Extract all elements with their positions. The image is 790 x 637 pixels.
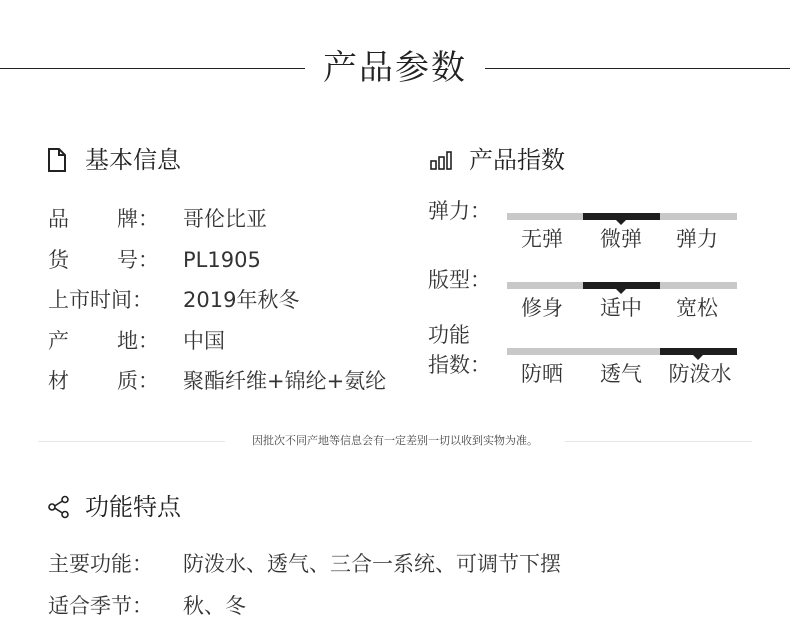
- index-bar: [507, 282, 737, 289]
- index-option: 修身: [521, 296, 563, 320]
- index-bar-segment-active: [583, 282, 660, 289]
- index-label: 指数：: [428, 353, 491, 377]
- index-option-selected: 微弹: [600, 227, 642, 251]
- index-option: 无弹: [521, 227, 563, 251]
- index-bar-segment: [660, 213, 737, 220]
- index-bar-segment: [507, 213, 583, 220]
- index-bar: [507, 213, 737, 220]
- index-label: 弹力：: [428, 199, 491, 223]
- index-option: 弹力: [676, 227, 718, 251]
- index-bar-segment: [507, 282, 583, 289]
- index-option: 防晒: [521, 362, 563, 386]
- info-value: 哥伦比亚: [183, 207, 267, 231]
- index-bar-segment-active: [583, 213, 660, 220]
- info-label: 品: [48, 207, 69, 231]
- document-icon: [47, 148, 67, 176]
- disclaimer-note: 因批次不同产地等信息会有一定差别一切以收到实物为准。: [225, 432, 565, 450]
- feature-label: 主要功能：: [48, 552, 153, 576]
- title-rule-left: [0, 68, 305, 69]
- index-bar-segment: [660, 282, 737, 289]
- info-value: 中国: [183, 329, 225, 353]
- index-bar-segment: [583, 348, 660, 355]
- info-label: ：: [138, 207, 159, 231]
- info-value: 聚酯纤维+锦纶+氨纶: [183, 369, 387, 393]
- info-label: ：: [138, 329, 159, 353]
- features-title: 功能特点: [85, 493, 181, 521]
- info-label: 产: [48, 329, 69, 353]
- info-label: 上市时间：: [48, 288, 153, 312]
- feature-value: 防泼水、透气、三合一系统、可调节下摆: [183, 552, 561, 576]
- info-value: 2019年秋冬: [183, 288, 300, 312]
- index-bar: [507, 348, 737, 355]
- index-option: 透气: [600, 362, 642, 386]
- bar-chart-icon: [430, 150, 452, 174]
- title-rule-right: [485, 68, 790, 69]
- page-title: 产品参数: [323, 48, 467, 88]
- feature-label: 适合季节：: [48, 594, 153, 618]
- index-option-selected: 防泼水: [668, 362, 732, 386]
- info-label: 质: [117, 369, 138, 393]
- info-label: 货: [48, 248, 69, 272]
- info-label: ：: [138, 248, 159, 272]
- info-label: 地: [117, 329, 138, 353]
- product-index-title: 产品指数: [469, 146, 565, 174]
- feature-value: 秋、冬: [183, 594, 246, 618]
- index-bar-segment-active: [660, 348, 737, 355]
- index-label: 版型：: [428, 268, 491, 292]
- info-label: 号: [117, 248, 138, 272]
- index-option-selected: 适中: [600, 296, 642, 320]
- index-bar-segment: [507, 348, 583, 355]
- info-label: ：: [138, 369, 159, 393]
- info-label: 材: [48, 369, 69, 393]
- info-label: 牌: [117, 207, 138, 231]
- index-option: 宽松: [676, 296, 718, 320]
- info-value: PL1905: [183, 248, 261, 272]
- index-label: 功能: [428, 323, 470, 347]
- share-icon: [47, 495, 69, 523]
- basic-info-title: 基本信息: [85, 146, 181, 174]
